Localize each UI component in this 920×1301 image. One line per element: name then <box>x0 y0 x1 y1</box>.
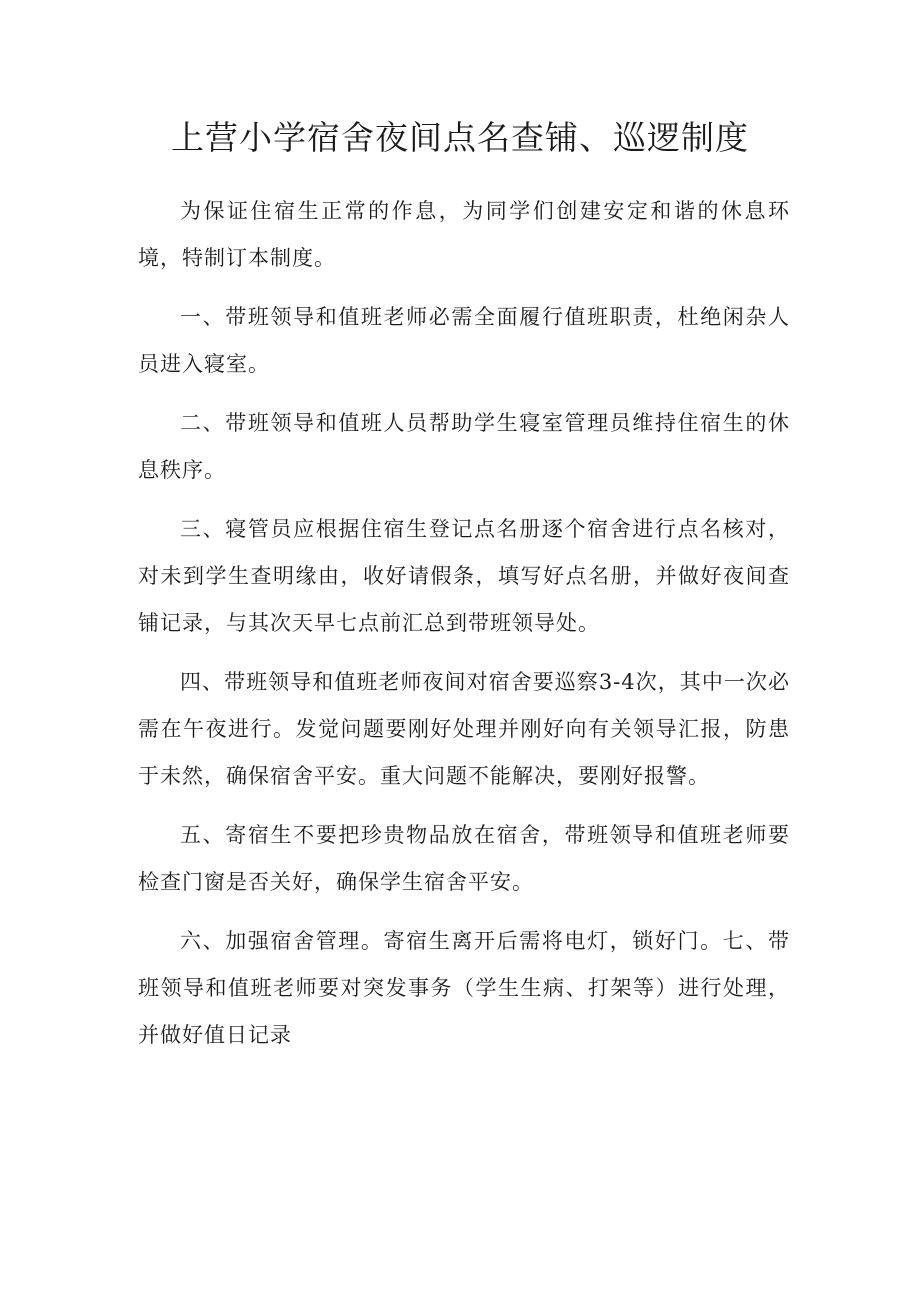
paragraph-rule-1: 一、带班领导和值班老师必需全面履行值班职责，杜绝闲杂人员进入寝室。 <box>138 305 790 376</box>
paragraph-rule-4: 四、带班领导和值班老师夜间对宿舍要巡察3-4次，其中一次必需在午夜进行。发觉问题要刚好处理并刚好向有关领导汇报，防患于未然，确保宿舍平安。重大问题不能解决，要刚好报警。 <box>138 670 790 788</box>
paragraph-rule-3: 三、寝管员应根据住宿生登记点名册逐个宿舍进行点名核对，对未到学生查明缘由，收好请假条，填写好点名册，并做好夜间查铺记录，与其次天早七点前汇总到带班领导处。 <box>138 517 790 635</box>
paragraph-intro: 为保证住宿生正常的作息，为同学们创建安定和谐的休息环境，特制订本制度。 <box>138 199 790 270</box>
paragraph-rule-5: 五、寄宿生不要把珍贵物品放在宿舍，带班领导和值班老师要检查门窗是否关好，确保学生宿舍平安。 <box>138 823 790 894</box>
document-title: 上营小学宿舍夜间点名查铺、巡逻制度 <box>171 118 749 157</box>
paragraph-rule-6-7: 六、加强宿舍管理。寄宿生离开后需将电灯，锁好门。七、带班领导和值班老师要对突发事务（学生生病、打架等）进行处理，并做好值日记录 <box>138 929 790 1047</box>
paragraph-rule-2: 二、带班领导和值班人员帮助学生寝室管理员维持住宿生的休息秩序。 <box>138 411 790 482</box>
document-body <box>138 188 790 1071</box>
